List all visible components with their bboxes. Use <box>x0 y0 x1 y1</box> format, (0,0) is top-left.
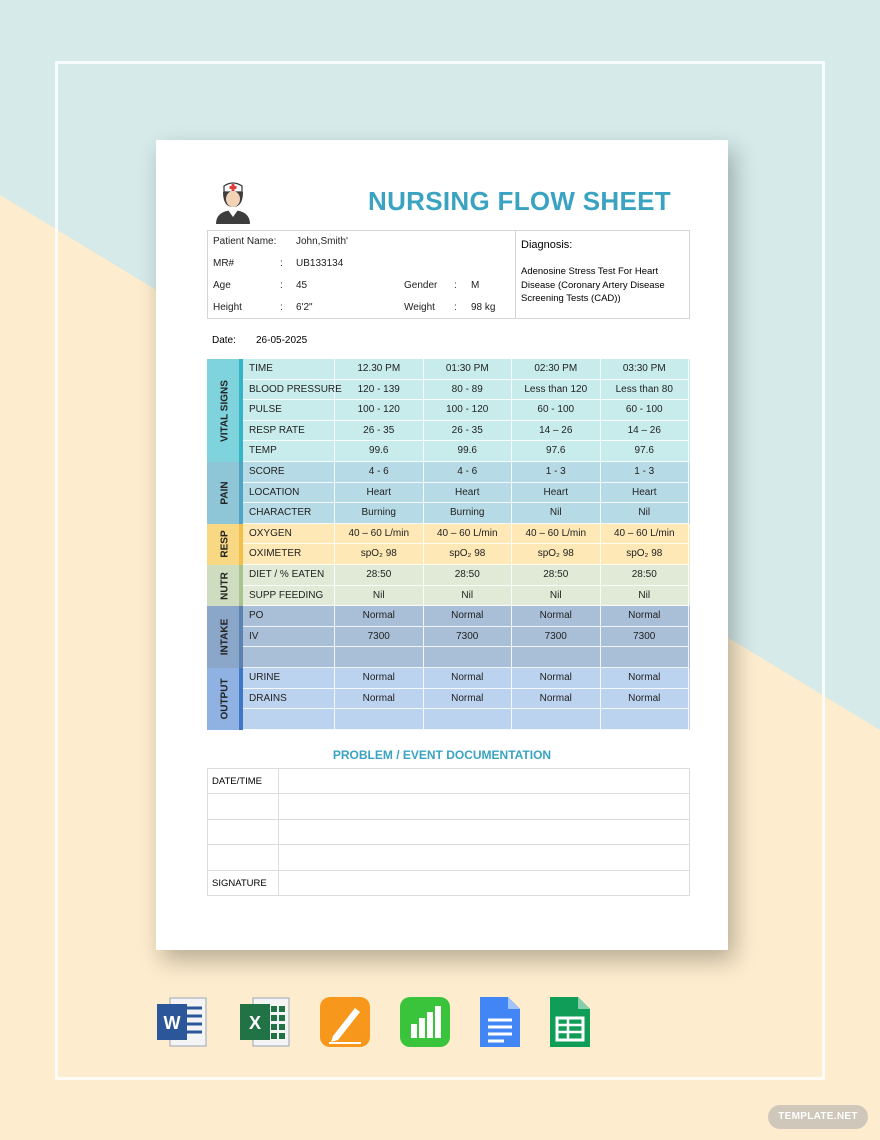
row-label: RESP RATE <box>243 421 335 442</box>
table-cell: Normal <box>512 689 601 710</box>
excel-icon <box>239 996 291 1048</box>
table-cell: 28:50 <box>601 565 690 586</box>
table-cell: 14 – 26 <box>601 421 690 442</box>
patient-name-label: Patient Name: <box>213 236 277 247</box>
section-label-text: OUTPUT <box>219 678 231 720</box>
table-cell <box>512 647 601 668</box>
table-cell: spO₂ 98 <box>335 544 424 565</box>
section-resp <box>207 524 690 565</box>
table-cell: Nil <box>424 586 513 607</box>
table-cell: 26 - 35 <box>424 421 513 442</box>
diagnosis-text: Adenosine Stress Test For Heart Disease (Coronary Artery Disease Screening Tests (CAD)) <box>521 266 665 304</box>
nurse-icon <box>212 180 254 224</box>
problem-row <box>208 769 689 794</box>
table-cell: Heart <box>424 483 513 504</box>
table-cell <box>335 709 424 730</box>
table-cell: 40 – 60 L/min <box>424 524 513 545</box>
google-sheets-icon <box>544 996 596 1048</box>
table-row <box>243 586 690 607</box>
gender-colon: : <box>454 280 457 291</box>
table-cell: Normal <box>601 606 690 627</box>
row-label: OXYGEN <box>243 524 335 545</box>
table-cell: Burning <box>335 503 424 524</box>
table-row <box>243 441 690 462</box>
table-cell: Burning <box>424 503 513 524</box>
height-value: 6'2" <box>296 302 313 313</box>
info-divider <box>515 231 516 318</box>
table-cell: Nil <box>512 586 601 607</box>
table-cell: Nil <box>335 586 424 607</box>
table-cell: Nil <box>601 586 690 607</box>
mr-value: UB133134 <box>296 258 344 269</box>
table-cell: 80 - 89 <box>424 380 513 401</box>
row-label <box>243 647 335 668</box>
numbers-icon <box>399 996 451 1048</box>
row-label: IV <box>243 627 335 648</box>
table-cell: Normal <box>601 689 690 710</box>
problem-row-label: SIGNATURE <box>212 877 267 889</box>
mr-colon: : <box>280 258 283 269</box>
table-cell: Normal <box>424 668 513 689</box>
table-cell: Normal <box>601 668 690 689</box>
table-cell: 4 - 6 <box>424 462 513 483</box>
table-cell: 7300 <box>512 627 601 648</box>
gender-value: M <box>471 280 480 291</box>
svg-text:W: W <box>163 1013 181 1033</box>
age-colon: : <box>280 280 283 291</box>
table-cell: 7300 <box>424 627 513 648</box>
table-cell: 28:50 <box>424 565 513 586</box>
table-cell: 28:50 <box>335 565 424 586</box>
table-cell: Normal <box>512 606 601 627</box>
patient-name-value: John,Smith' <box>296 236 348 247</box>
weight-colon: : <box>454 302 457 313</box>
table-cell: spO₂ 98 <box>601 544 690 565</box>
table-cell: spO₂ 98 <box>424 544 513 565</box>
age-label: Age <box>213 280 231 291</box>
problem-section-title: PROBLEM / EVENT DOCUMENTATION <box>332 748 552 762</box>
word-icon <box>156 996 208 1048</box>
table-cell: 97.6 <box>512 441 601 462</box>
document-title: NURSING FLOW SHEET <box>368 186 671 216</box>
age-value: 45 <box>296 280 308 291</box>
pages-icon <box>319 996 371 1048</box>
weight-label: Weight <box>404 302 435 313</box>
section-label <box>207 359 243 462</box>
section-label <box>207 462 243 524</box>
table-cell: 14 – 26 <box>512 421 601 442</box>
table-cell <box>424 647 513 668</box>
table-row <box>243 380 690 401</box>
section-nutr <box>207 565 690 606</box>
document-page <box>156 140 728 950</box>
problem-row <box>208 845 689 870</box>
table-cell: 02:30 PM <box>512 359 601 380</box>
table-cell <box>601 647 690 668</box>
table-cell <box>424 709 513 730</box>
section-pain <box>207 462 690 524</box>
table-cell: 1 - 3 <box>512 462 601 483</box>
table-cell: Less than 80 <box>601 380 690 401</box>
table-cell: 12.30 PM <box>335 359 424 380</box>
table-row <box>243 647 690 668</box>
table-row <box>243 689 690 710</box>
section-label-text: NUTR <box>219 571 231 600</box>
table-cell: 1 - 3 <box>601 462 690 483</box>
problem-row <box>208 794 689 819</box>
table-cell: 01:30 PM <box>424 359 513 380</box>
row-label: SUPP FEEDING <box>243 586 335 607</box>
row-label: LOCATION <box>243 483 335 504</box>
section-label <box>207 524 243 565</box>
section-label-text: INTAKE <box>219 618 231 656</box>
table-row <box>243 544 690 565</box>
table-row <box>243 462 690 483</box>
table-cell: spO₂ 98 <box>512 544 601 565</box>
table-cell <box>335 647 424 668</box>
section-label <box>207 565 243 606</box>
table-cell: 99.6 <box>335 441 424 462</box>
table-cell: 03:30 PM <box>601 359 690 380</box>
date-value: 26-05-2025 <box>256 335 308 346</box>
table-row <box>243 668 690 689</box>
section-label-text: VITAL SIGNS <box>219 379 231 442</box>
section-intake <box>207 606 690 668</box>
gender-label: Gender <box>404 280 438 291</box>
table-cell: Heart <box>335 483 424 504</box>
table-cell: 100 - 120 <box>335 400 424 421</box>
row-label <box>243 709 335 730</box>
row-label: SCORE <box>243 462 335 483</box>
table-cell: Nil <box>601 503 690 524</box>
table-cell <box>512 709 601 730</box>
problem-row-label: DATE/TIME <box>212 776 262 787</box>
table-cell: 28:50 <box>512 565 601 586</box>
height-colon: : <box>280 302 283 313</box>
table-cell: 60 - 100 <box>512 400 601 421</box>
row-label: OXIMETER <box>243 544 335 565</box>
table-cell: 7300 <box>335 627 424 648</box>
table-row <box>243 709 690 730</box>
problem-table <box>207 768 690 896</box>
table-row <box>243 524 690 545</box>
row-label: CHARACTER <box>243 503 335 524</box>
row-label: TIME <box>243 359 335 380</box>
row-label: DRAINS <box>243 689 335 710</box>
table-row <box>243 359 690 380</box>
patient-info-box <box>207 230 690 319</box>
table-row <box>243 565 690 586</box>
row-label: URINE <box>243 668 335 689</box>
diagnosis-label: Diagnosis: <box>521 239 573 251</box>
svg-text:X: X <box>248 1013 262 1033</box>
table-cell: Normal <box>335 606 424 627</box>
date-label: Date: <box>212 335 236 346</box>
table-cell: 7300 <box>601 627 690 648</box>
table-cell: Normal <box>424 606 513 627</box>
section-label <box>207 668 243 730</box>
table-row <box>243 483 690 504</box>
table-cell: 40 – 60 L/min <box>335 524 424 545</box>
table-row <box>243 421 690 442</box>
problem-row <box>208 871 689 896</box>
table-cell: 40 – 60 L/min <box>601 524 690 545</box>
section-label <box>207 606 243 668</box>
table-cell: 97.6 <box>601 441 690 462</box>
section-label-text: PAIN <box>219 481 231 505</box>
table-cell: Normal <box>512 668 601 689</box>
table-cell: 60 - 100 <box>601 400 690 421</box>
table-row <box>243 503 690 524</box>
table-cell: Normal <box>335 668 424 689</box>
table-cell <box>601 709 690 730</box>
section-output <box>207 668 690 730</box>
table-cell: Normal <box>335 689 424 710</box>
problem-row <box>208 820 689 845</box>
table-row <box>243 606 690 627</box>
table-cell: Nil <box>512 503 601 524</box>
row-label: PULSE <box>243 400 335 421</box>
watermark: TEMPLATE.NET <box>768 1105 868 1129</box>
row-label: DIET / % EATEN <box>243 565 335 586</box>
table-cell: 100 - 120 <box>424 400 513 421</box>
section-label-text: RESP <box>219 530 231 559</box>
row-label: TEMP <box>243 441 335 462</box>
table-cell: Less than 120 <box>512 380 601 401</box>
mr-label: MR# <box>213 258 235 269</box>
table-row <box>243 400 690 421</box>
table-cell: 40 – 60 L/min <box>512 524 601 545</box>
table-cell: 99.6 <box>424 441 513 462</box>
row-label: PO <box>243 606 335 627</box>
height-label: Height <box>213 302 242 313</box>
google-docs-icon <box>474 996 526 1048</box>
table-cell: 26 - 35 <box>335 421 424 442</box>
row-label: BLOOD PRESSURE <box>243 380 335 401</box>
table-cell: 4 - 6 <box>335 462 424 483</box>
table-row <box>243 627 690 648</box>
weight-value: 98 kg <box>471 302 496 313</box>
table-cell: Normal <box>424 689 513 710</box>
table-cell: Heart <box>601 483 690 504</box>
section-vital-signs <box>207 359 690 462</box>
table-cell: 120 - 139 <box>335 380 424 401</box>
table-cell: Heart <box>512 483 601 504</box>
